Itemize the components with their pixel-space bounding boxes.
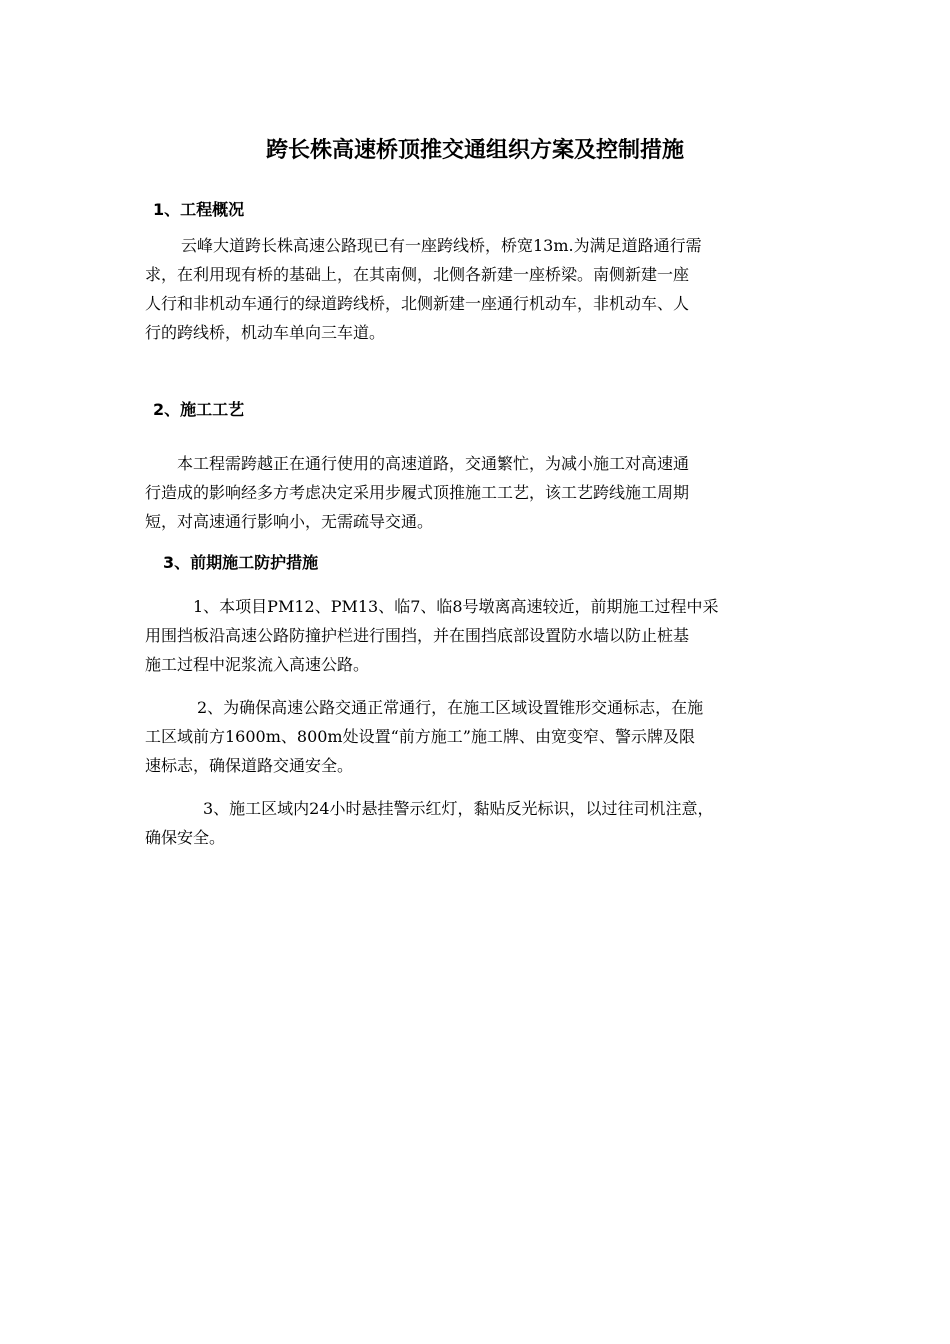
paragraph-line: 工区域前方1600m、800m处设置“前方施工”施工牌、由宽变窄、警示牌及限 — [145, 727, 695, 746]
paragraph-protection-2 — [145, 693, 835, 780]
paragraph-line: 速标志，确保道路交通安全。 — [145, 756, 354, 775]
paragraph-line: 2、为确保高速公路交通正常通行，在施工区域设置锥形交通标志，在施 — [197, 698, 704, 717]
paragraph-protection-1 — [145, 592, 835, 679]
paragraph-line: 短，对高速通行影响小，无需疏导交通。 — [145, 512, 434, 531]
section-heading-process: 2、施工工艺 — [153, 400, 245, 419]
section-heading-overview: 1、工程概况 — [153, 200, 245, 219]
paragraph-line: 行造成的影响经多方考虑决定采用步履式顶推施工工艺，该工艺跨线施工周期 — [145, 483, 690, 502]
paragraph-protection-3 — [145, 794, 835, 852]
paragraph-line: 施工过程中泥浆流入高速公路。 — [145, 655, 370, 674]
paragraph-line: 人行和非机动车通行的绿道跨线桥，北侧新建一座通行机动车，非机动车、人 — [145, 294, 690, 313]
paragraph-line: 行的跨线桥，机动车单向三车道。 — [145, 323, 386, 342]
document-title: 跨长株高速桥顶推交通组织方案及控制措施 — [265, 138, 684, 163]
section-heading-protection: 3、前期施工防护措施 — [163, 553, 319, 572]
paragraph-line: 3、施工区域内24小时悬挂警示红灯，黏贴反光标识，以过往司机注意， — [203, 799, 714, 818]
paragraph-line: 云峰大道跨长株高速公路现已有一座跨线桥，桥宽13m.为满足道路通行需 — [181, 236, 702, 255]
paragraph-line: 用围挡板沿高速公路防撞护栏进行围挡，并在围挡底部设置防水墙以防止桩基 — [145, 626, 690, 645]
paragraph-line: 本工程需跨越正在通行使用的高速道路，交通繁忙，为减小施工对高速通 — [177, 454, 690, 473]
paragraph-line: 求，在利用现有桥的基础上，在其南侧，北侧各新建一座桥梁。南侧新建一座 — [145, 265, 690, 284]
paragraph-process — [145, 449, 835, 536]
paragraph-line: 1、本项目PM12、PM13、临7、临8号墩离高速较近，前期施工过程中采 — [193, 597, 719, 616]
paragraph-overview — [145, 231, 835, 347]
paragraph-line: 确保安全。 — [145, 828, 226, 847]
